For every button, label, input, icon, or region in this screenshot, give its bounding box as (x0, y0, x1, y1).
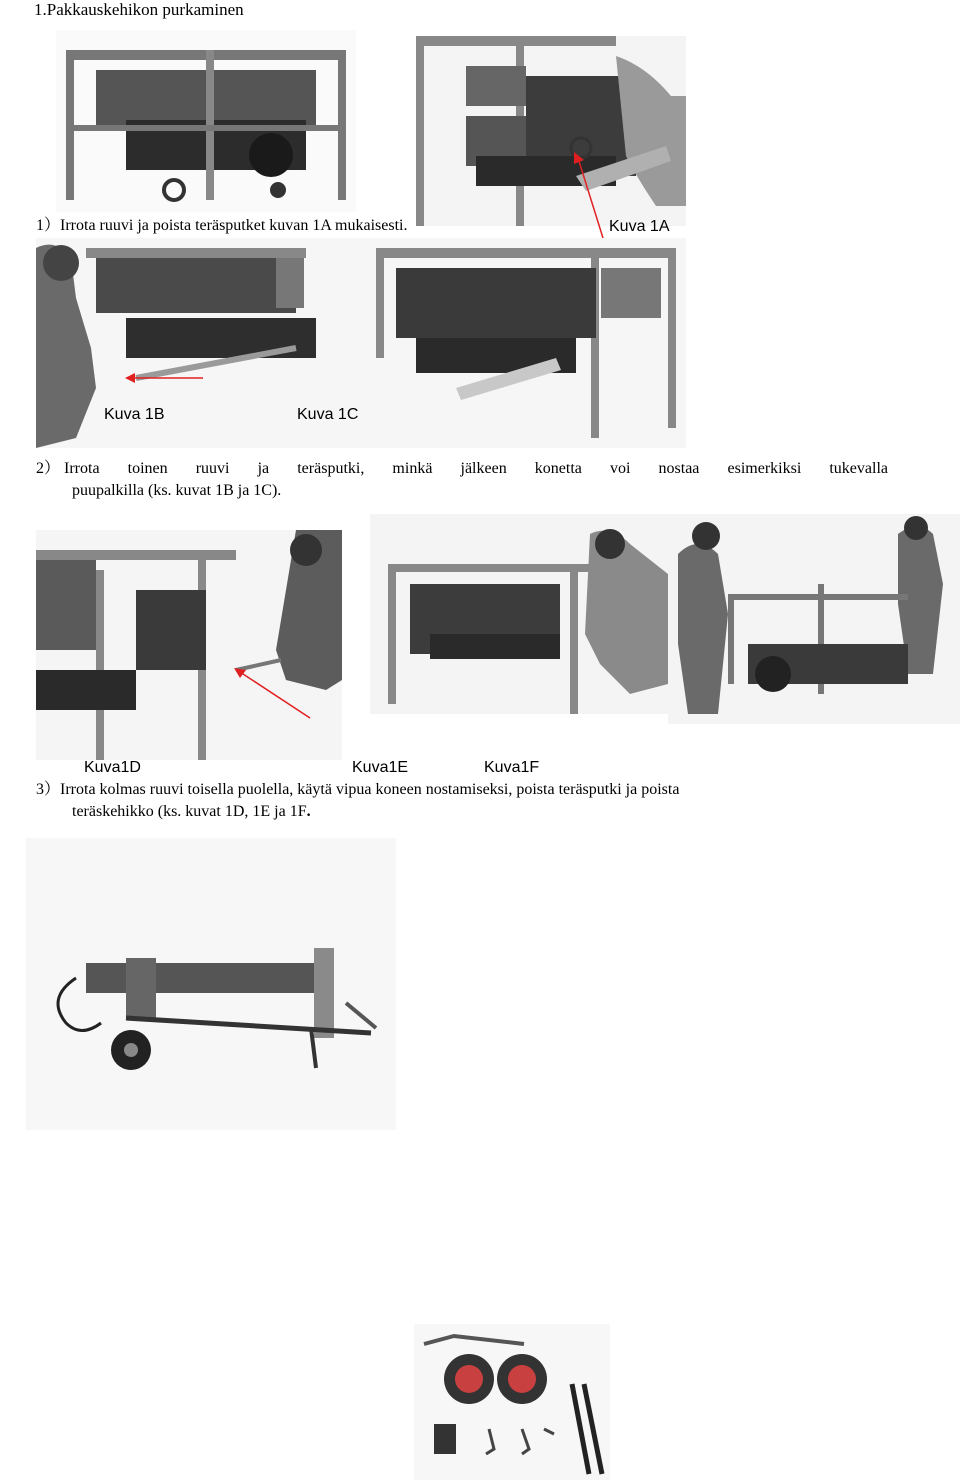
step1-marker: 1） (36, 217, 61, 234)
photo-kuva-1f (668, 514, 960, 724)
photo-kuva-1a (416, 36, 686, 226)
photo-log-splitter (26, 838, 396, 1130)
arrow-1d-icon (234, 668, 314, 720)
step3-text-1: Irrota kolmas ruuvi toisella puolella, käytä vipua koneen nostamiseksi, poista teräsputki ja poista (60, 781, 680, 798)
step3-line2 (72, 802, 311, 822)
step3-line1 (36, 780, 679, 800)
figure-label-1c: Kuva 1C (297, 406, 359, 423)
photo-crate-frame-1 (56, 30, 356, 212)
arrow-1b-icon (125, 373, 205, 383)
step2-marker: 2） (36, 460, 61, 477)
figure-label-1d: Kuva1D (84, 759, 141, 776)
page-title: 1.Pakkauskehikon purkaminen (34, 0, 244, 19)
arrow-1a-icon (570, 150, 610, 240)
figure-label-1f: Kuva1F (484, 759, 540, 776)
figure-label-1b: Kuva 1B (104, 406, 165, 423)
photo-kuva-1d (36, 530, 342, 760)
step2-text-1: Irrota toinen ruuvi ja teräsputki, minkä jälkeen konetta voi nostaa esimerkiksi tukevalla (64, 460, 888, 477)
figure-label-1a: Kuva 1A (609, 218, 670, 235)
step1-text: Irrota ruuvi ja poista teräsputket kuvan 1A mukaisesti. (60, 217, 408, 234)
figure-label-1e: Kuva1E (352, 759, 409, 776)
step3-text-2: teräskehikko (ks. kuvat 1D, 1E ja 1F (72, 803, 307, 820)
step3-text-2-end: . (306, 803, 311, 820)
photo-parts (414, 1324, 610, 1480)
step2-line1 (36, 458, 888, 480)
step3-marker: 3） (36, 781, 61, 798)
step2-line2: puupalkilla (ks. kuvat 1B ja 1C). (72, 482, 282, 499)
photo-kuva-1e (370, 514, 668, 714)
step1-line (36, 216, 408, 236)
